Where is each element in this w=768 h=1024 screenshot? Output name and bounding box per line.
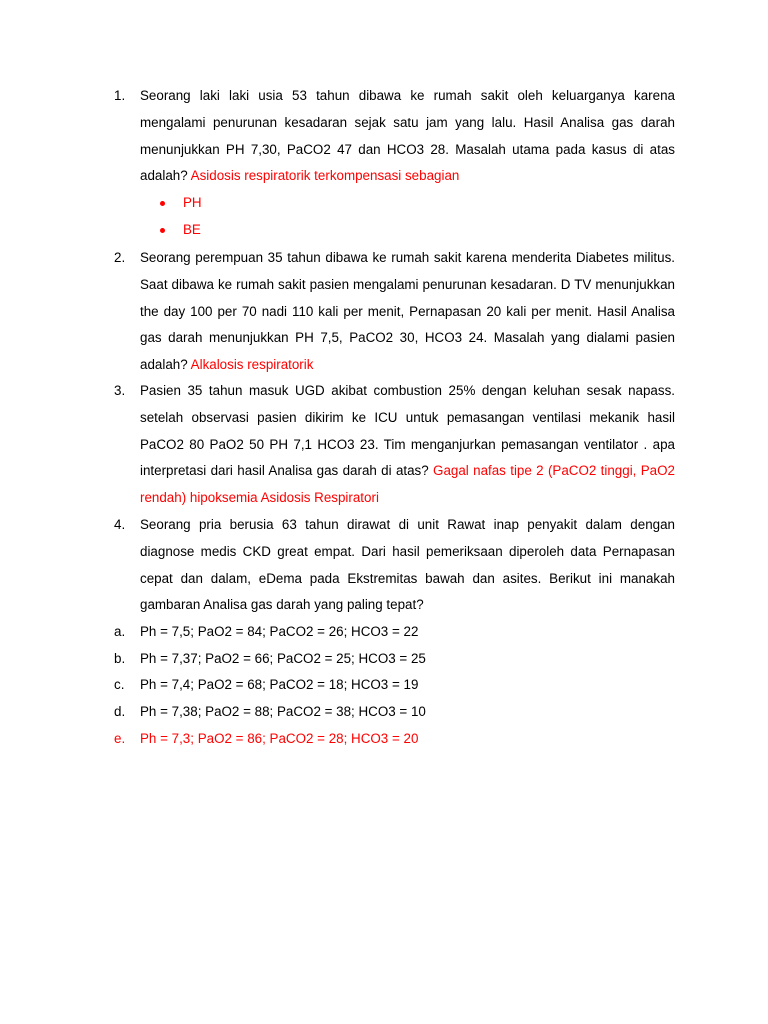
question-text: Pasien 35 tahun masuk UGD akibat combustion 25% dengan keluhan sesak napass. setelah observasi pasien dikirim ke ICU untuk pemasangan ventilasi mekanik hasil PaCO2 80 PaO2 50 PH 7,1 HCO3 23. Tim menganjurkan pemasangan ventilator . apa interpretasi dari hasil Analisa gas darah di atas? (140, 383, 675, 479)
option-text-correct: Ph = 7,3; PaO2 = 86; PaCO2 = 28; HCO3 = 20 (140, 731, 419, 746)
answer-text: Asidosis respiratorik terkompensasi sebagian (190, 168, 460, 184)
question-number: 3. (114, 383, 126, 398)
question-3 (140, 378, 675, 512)
question-2 (140, 245, 675, 379)
option-letter: b. (114, 651, 126, 666)
question-text: Seorang laki laki usia 53 tahun dibawa ke rumah sakit oleh keluarganya karena mengalami penurunan kesadaran sejak satu jam yang lalu. Hasil Analisa gas darah menunjukkan PH 7,30, PaCO2 47 dan HCO3 28. Masalah utama pada kasus di atas adalah? (140, 88, 675, 184)
option-letter: d. (114, 704, 126, 719)
bullet-item: PH (160, 190, 202, 217)
answer-text: Alkalosis respiratorik (190, 357, 314, 373)
question-4 (140, 512, 675, 619)
answer-text: Gagal nafas tipe 2 (PaCO2 tinggi, PaO2 rendah) hipoksemia Asidosis Respiratori (140, 463, 675, 506)
question-number: 2. (114, 250, 126, 265)
question-number: 4. (114, 517, 126, 532)
bullet-icon (160, 228, 165, 233)
option-text: Ph = 7,5; PaO2 = 84; PaCO2 = 26; HCO3 = 22 (140, 624, 419, 639)
bullet-icon (160, 201, 165, 206)
question-text: Seorang perempuan 35 tahun dibawa ke rumah sakit karena menderita Diabetes militus. Saat dibawa ke rumah sakit pasien mengalami penurunan kesadaran. D TV menunjukkan the day 100 per 70 nadi 110 kali per menit, Pernapasan 20 kali per menit. Hasil Analisa gas darah menunjukkan PH 7,5, PaCO2 30, HCO3 24. Masalah yang dialami pasien adalah? (140, 250, 675, 373)
option-letter: a. (114, 624, 126, 639)
option-text: Ph = 7,4; PaO2 = 68; PaCO2 = 18; HCO3 = 19 (140, 677, 419, 692)
option-letter: c. (114, 677, 125, 692)
question-text: Seorang pria berusia 63 tahun dirawat di unit Rawat inap penyakit dalam dengan diagnose medis CKD great empat. Dari hasil pemeriksaan diperoleh data Pernapasan cepat dan dalam, eDema pada Ekstremitas bawah dan asites. Berikut ini manakah gambaran Analisa gas darah yang paling tepat? (140, 517, 675, 613)
option-text: Ph = 7,37; PaO2 = 66; PaCO2 = 25; HCO3 = 25 (140, 651, 426, 666)
bullet-item: BE (160, 217, 201, 244)
option-text: Ph = 7,38; PaO2 = 88; PaCO2 = 38; HCO3 = 10 (140, 704, 426, 719)
option-letter-correct: e. (114, 731, 126, 746)
question-1 (140, 83, 675, 190)
question-number: 1. (114, 88, 126, 103)
